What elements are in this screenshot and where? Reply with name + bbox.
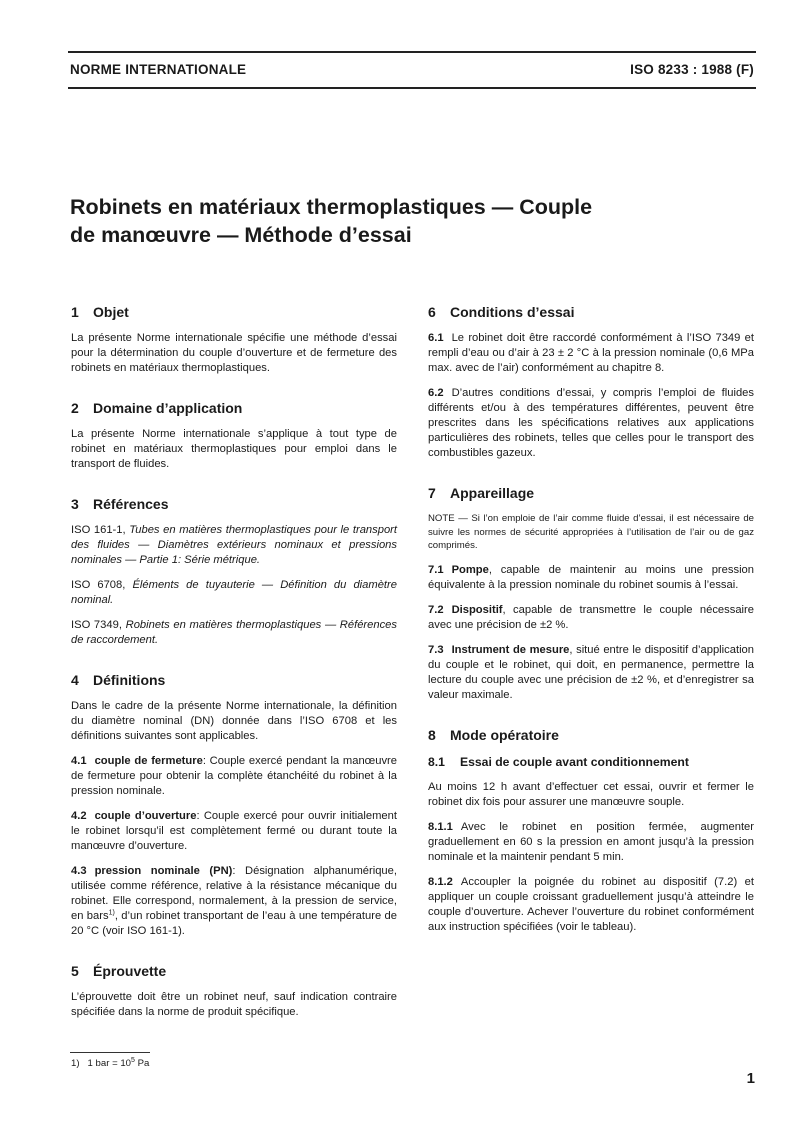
section-conditions	[428, 303, 754, 461]
clause: 6.2 D’autres conditions d’essai, y compris l’emploi de fluides différents et/ou à des températures différentes, peuvent être prescrites dans les spécifications relatives aux applications particulières des robinets, telles que celles pour le transport des combustibles gazeux.	[428, 387, 754, 459]
clause: 8.1.2 Accoupler la poignée du robinet au dispositif (7.2) et appliquer un couple croissant graduellement jusqu’à atteindre le couple d’ouverture. Achever l’ouverture du robinet conformément aux instruction spécifiées (voir le tableau).	[428, 875, 754, 933]
title-line-2: de manœuvre — Méthode d’essai	[70, 223, 412, 247]
definition-item: 4.2 couple d’ouverture: Couple exercé pour ouvrir initialement le robinet lorsqu’il est complètement fermé ou durant toute la manœuvre d’ouverture.	[71, 810, 397, 852]
footnote-ref: 1)	[108, 909, 115, 917]
section-references	[71, 495, 397, 648]
paragraph: L’éprouvette doit être un robinet neuf, sauf indication contraire spécifiée dans la norme de produit spécifique.	[71, 991, 397, 1018]
section-heading: 4 Définitions	[71, 672, 166, 688]
section-heading: 8 Mode opératoire	[428, 726, 559, 743]
clause: 7.3 Instrument de mesure, situé entre le dispositif d’application du couple et le robinet, qui doit, en permanence, permettre la lecture du couple avec une précision de ±2 %, et d’enregistrer sa valeur maximale.	[428, 643, 754, 701]
note: NOTE — Si l’on emploie de l’air comme fluide d’essai, il est nécessaire de suivre les normes de sécurité appropriées à l’utilisation de l’air ou de gaz comprimés.	[428, 513, 754, 551]
section-heading: 3 Références	[71, 496, 169, 512]
section-mode-operatoire	[428, 726, 754, 935]
section-appareillage	[428, 484, 754, 703]
section-heading: 5 Éprouvette	[71, 963, 167, 979]
section-heading: 2 Domaine d’application	[71, 400, 243, 416]
title-line-1: Robinets en matériaux thermoplastiques — Couple	[70, 195, 593, 219]
clause: 8.1.1 Avec le robinet en position fermée, augmenter graduellement en 60 s la pression en amont jusqu’à la pression nominale et la maintenir pendant 5 min.	[428, 820, 754, 863]
reference-item: ISO 161-1, Tubes en matières thermoplastiques pour le transport des fluides — Diamètres extérieurs nominaux et pressions nominales — Partie 1: Série métrique.	[71, 524, 398, 566]
subsection-heading: 8.1 Essai de couple avant conditionnement	[428, 754, 689, 769]
reference-item: ISO 7349, Robinets en matières thermoplastiques — Références de raccordement.	[71, 619, 397, 646]
definition-item: 4.3 pression nominale (PN): Désignation alphanumérique, utilisée comme référence, relative à la résistance mécanique du robinet. Elle correspond, normalement, à la pression de service, en bars$^{1)}$, d’un robinet transportant de l’eau à une température de 20 °C (voir ISO 161-1).	[71, 865, 397, 937]
header-right: ISO 8233 : 1988 (F)	[630, 62, 754, 77]
page-number: 1	[746, 1070, 755, 1087]
definition-item: 4.1 couple de fermeture: Couple exercé pendant la manœuvre de fermeture pour obtenir la complète étanchéité du robinet à la pression nominale.	[71, 755, 397, 797]
section-eprouvette	[71, 962, 397, 1020]
clause: 7.2 Dispositif, capable de transmettre le couple nécessaire avec une précision de ±2 %.	[428, 603, 754, 631]
clause: 6.1 Le robinet doit être raccordé conformément à l’ISO 7349 et rempli d’eau ou d’air à 23 ± 2 °C à la pression nominale (0,6 MPa max. avec de l’air) conformément au chapitre 8.	[428, 332, 754, 374]
paragraph: Au moins 12 h avant d’effectuer cet essai, ouvrir et fermer le robinet dix fois pour assurer une manœuvre souple.	[428, 780, 754, 808]
document-title	[70, 193, 750, 249]
section-objet	[71, 303, 397, 376]
section-domaine	[71, 399, 397, 472]
footnote-rule	[70, 1052, 150, 1053]
right-column	[428, 303, 754, 958]
left-column	[71, 303, 397, 1043]
section-heading: 1 Objet	[71, 304, 129, 320]
paragraph: La présente Norme internationale spécifie une méthode d’essai pour la détermination du couple d’ouverture et de fermeture des robinets en matériaux thermoplastiques.	[71, 332, 397, 374]
clause: 7.1 Pompe, capable de maintenir au moins une pression équivalente à la pression nominale du robinet soumis à l’essai.	[428, 563, 754, 591]
section-heading: 7 Appareillage	[428, 485, 535, 501]
header-left: NORME INTERNATIONALE	[70, 62, 247, 77]
section-definitions	[71, 671, 397, 939]
paragraph: Dans le cadre de la présente Norme internationale, la définition du diamètre nominal (DN) donnée dans l’ISO 6708 et les définitions suivantes sont applicables.	[71, 700, 397, 742]
reference-item: ISO 6708, Éléments de tuyauterie — Définition du diamètre nominal.	[71, 579, 397, 606]
header-top-rule	[68, 51, 756, 53]
section-heading: 6 Conditions d’essai	[428, 304, 575, 320]
header-bottom-rule	[68, 87, 756, 89]
paragraph: La présente Norme internationale s’applique à tout type de robinet en matériaux thermoplastiques pour emploi dans le transport de fluides.	[71, 428, 397, 470]
footnote: 1) 1 bar = $10^5$ Pa	[71, 1056, 150, 1069]
